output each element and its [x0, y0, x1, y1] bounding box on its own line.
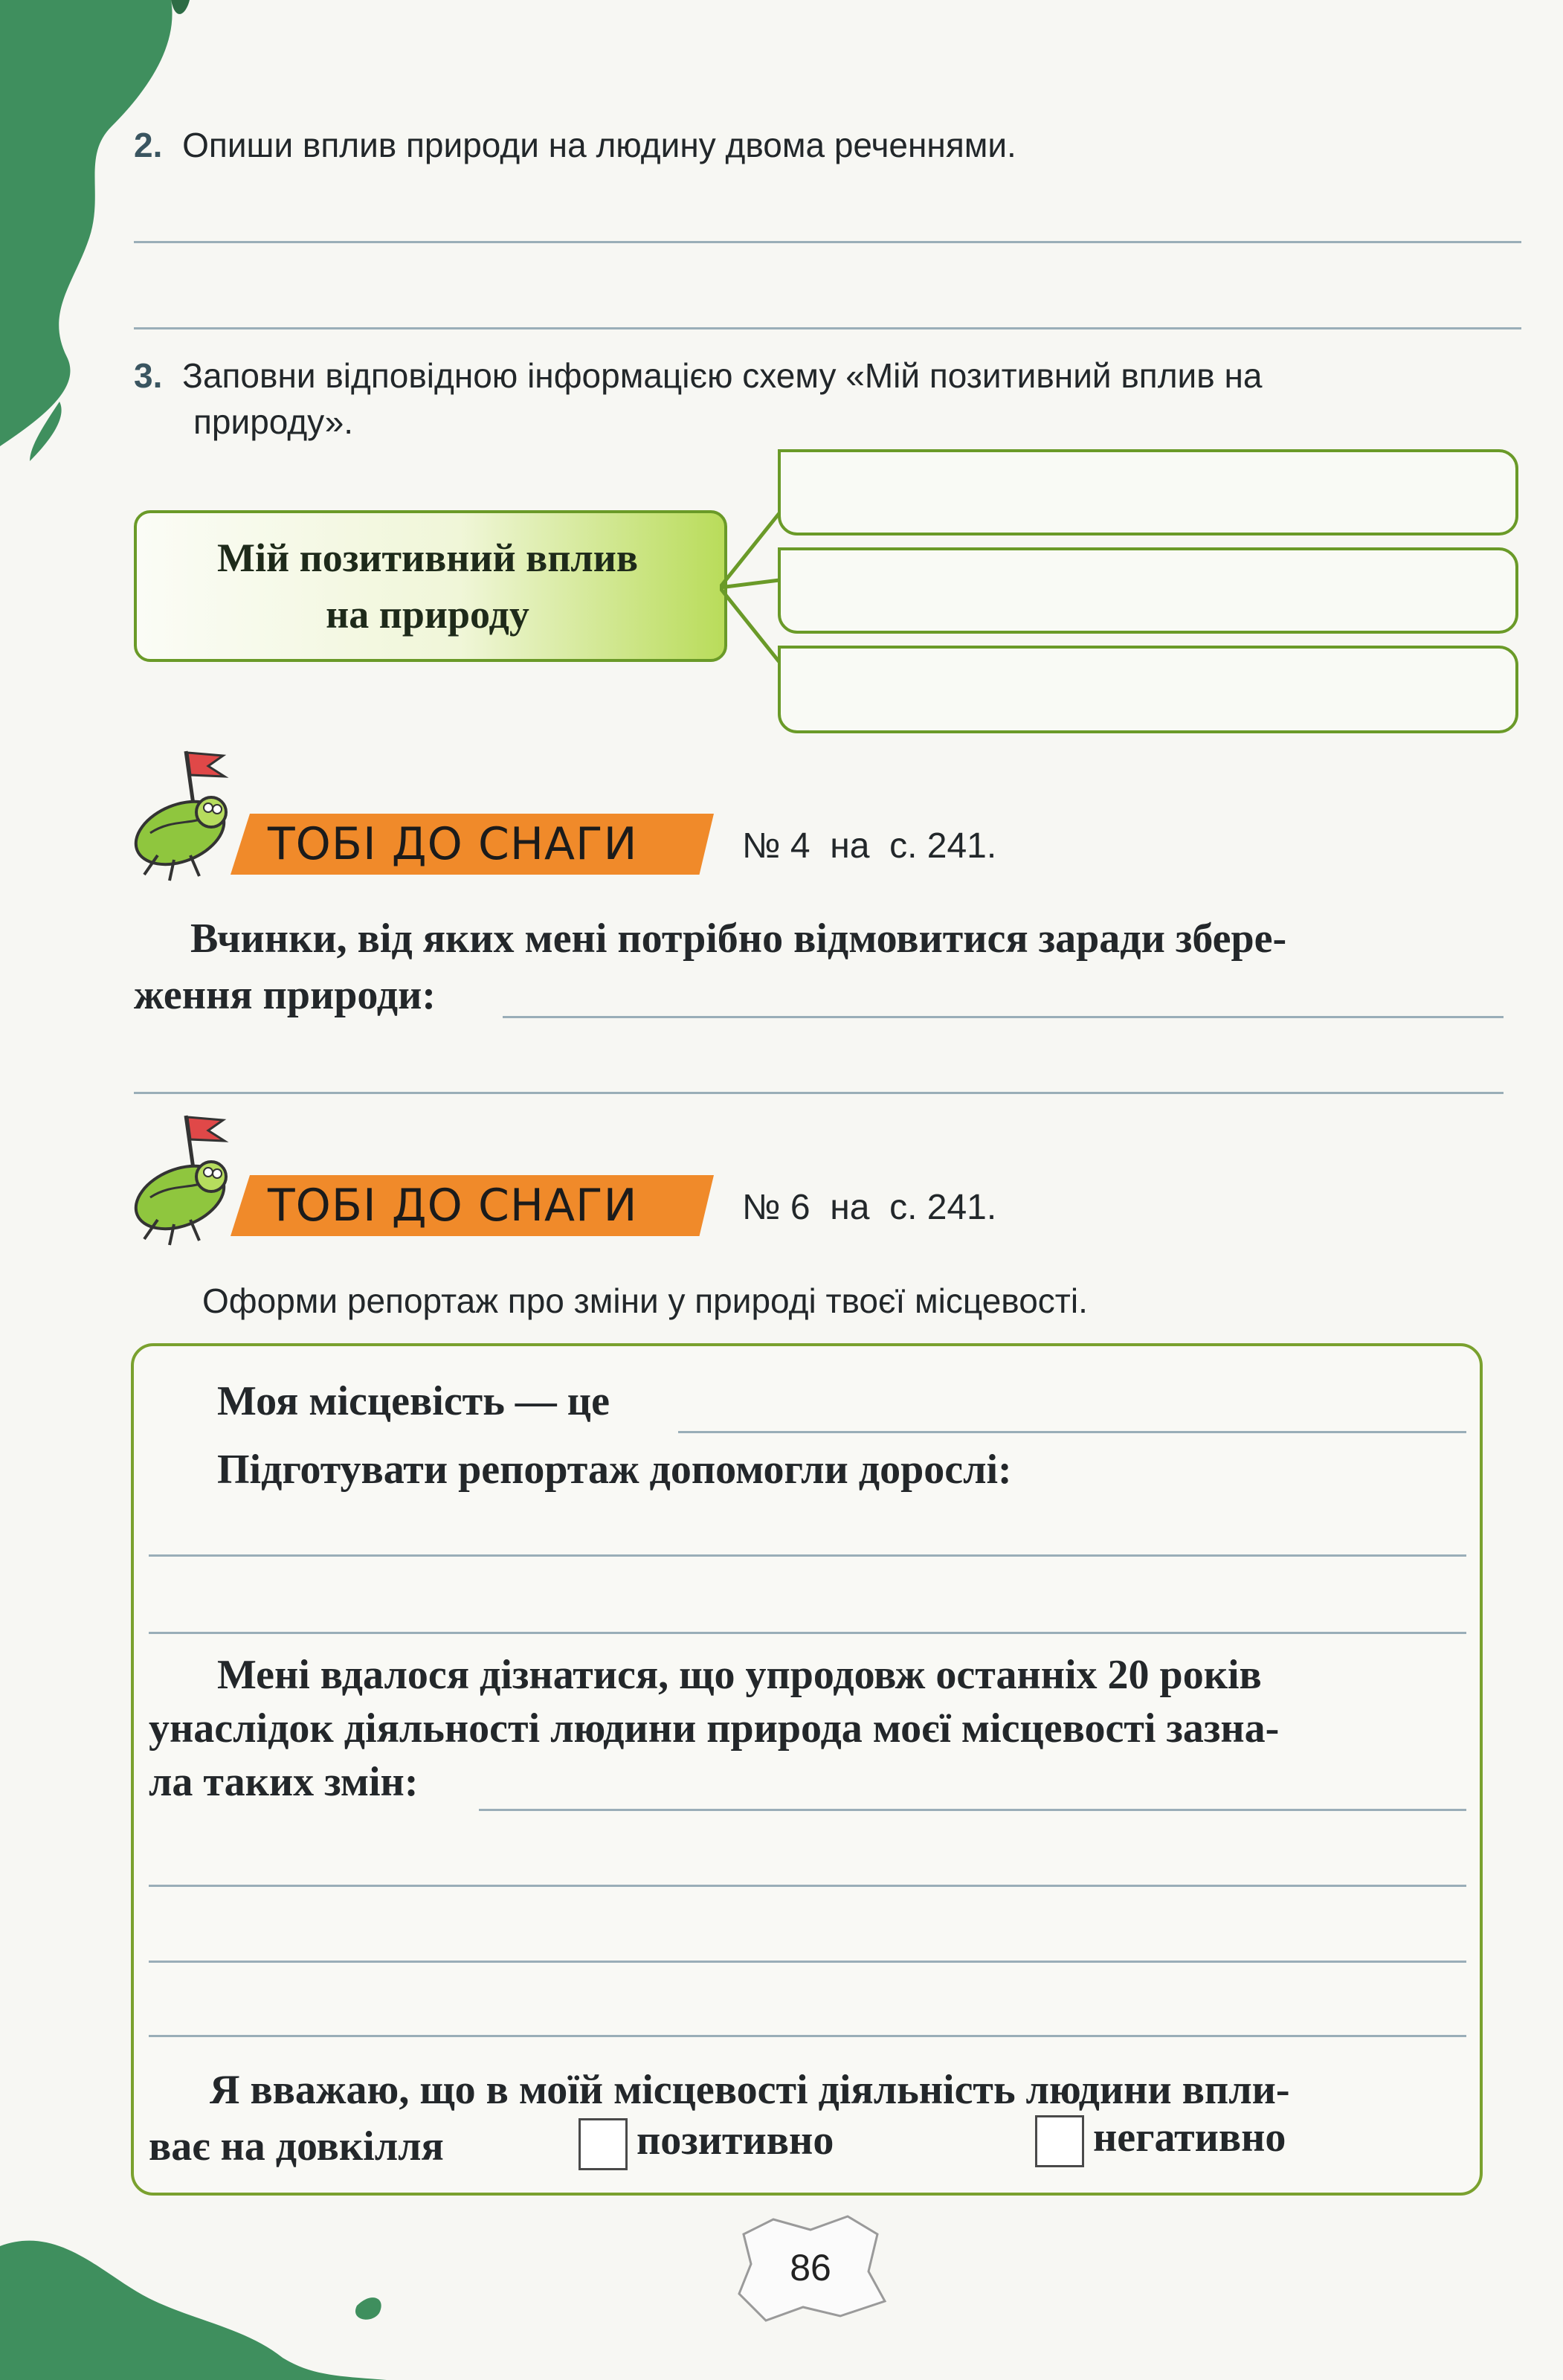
negative-checkbox[interactable]: [1035, 2115, 1084, 2167]
scheme-answer-box-3[interactable]: [778, 646, 1518, 733]
task-3-text-line-1: Заповни відповідною інформацією схему «Мій позитивний вплив на: [182, 356, 1263, 395]
exercise-1-text: [134, 910, 1517, 1023]
exercise-1-answer-line-1[interactable]: [503, 1016, 1504, 1018]
scheme-title: [134, 530, 721, 643]
report-helpers-answer-line-2[interactable]: [149, 1632, 1466, 1634]
task-3-text-line-2: природу».: [193, 402, 354, 441]
negative-option-label: негативно: [1093, 2114, 1286, 2161]
report-changes-answer-line-1[interactable]: [479, 1809, 1466, 1811]
scheme-title-line-1: Мій позитивний вплив: [217, 536, 638, 580]
report-changes-paragraph: [149, 1648, 1472, 1809]
scheme-answer-box-2[interactable]: [778, 547, 1518, 634]
report-changes-answer-line-4[interactable]: [149, 2035, 1466, 2037]
task-3-number: 3.: [134, 356, 163, 395]
report-conclusion-line-2: ває на довкілля: [149, 2123, 444, 2170]
exercise-1-reference: № 4 на с. 241.: [742, 826, 997, 866]
report-para-line-3: ла таких змін:: [149, 1759, 419, 1805]
bottom-left-green-decoration: [0, 2216, 416, 2380]
task-2: [134, 125, 1472, 165]
task-2-number: 2.: [134, 126, 163, 164]
report-locality-answer-line[interactable]: [678, 1431, 1466, 1433]
report-line-locality: Моя місцевість — це: [217, 1378, 610, 1424]
exercise-1-banner-text: ТОБІ ДО СНАГИ: [268, 818, 638, 870]
positive-option-label: позитивно: [637, 2117, 834, 2164]
exercise-1-text-line-2: ження природи:: [134, 972, 436, 1018]
exercise-2-reference: № 6 на с. 241.: [742, 1188, 997, 1227]
scheme-title-line-2: на природу: [326, 592, 529, 637]
positive-checkbox[interactable]: [579, 2118, 628, 2170]
exercise-2-banner-text: ТОБІ ДО СНАГИ: [268, 1180, 638, 1232]
report-para-line-1: Мені вдалося дізнатися, що упродовж останніх 20 років: [217, 1652, 1262, 1698]
page-number: 86: [790, 2247, 831, 2289]
report-changes-answer-line-3[interactable]: [149, 1961, 1466, 1963]
task-3: [134, 353, 1532, 445]
exercise-1-answer-line-2[interactable]: [134, 1092, 1504, 1094]
task-2-answer-line-2[interactable]: [134, 327, 1521, 329]
exercise-2-instruction: Оформи репортаж про зміни у природі твоєї місцевості.: [202, 1281, 1088, 1320]
report-changes-answer-line-2[interactable]: [149, 1885, 1466, 1887]
task-2-answer-line-1[interactable]: [134, 241, 1521, 243]
exercise-1-text-line-1: Вчинки, від яких мені потрібно відмовитися заради збере-: [190, 916, 1287, 962]
report-helpers-answer-line-1[interactable]: [149, 1554, 1466, 1557]
report-line-helpers: Підготувати репортаж допомогли дорослі:: [217, 1447, 1012, 1493]
report-para-line-2: унаслідок діяльності людини природа моєї місцевості зазна-: [149, 1705, 1280, 1752]
report-conclusion-line-1: Я вважаю, що в моїй місцевості діяльність людини впли-: [210, 2067, 1290, 2113]
scheme-answer-box-1[interactable]: [778, 449, 1518, 536]
task-2-text: Опиши вплив природи на людину двома реченнями.: [182, 126, 1016, 164]
